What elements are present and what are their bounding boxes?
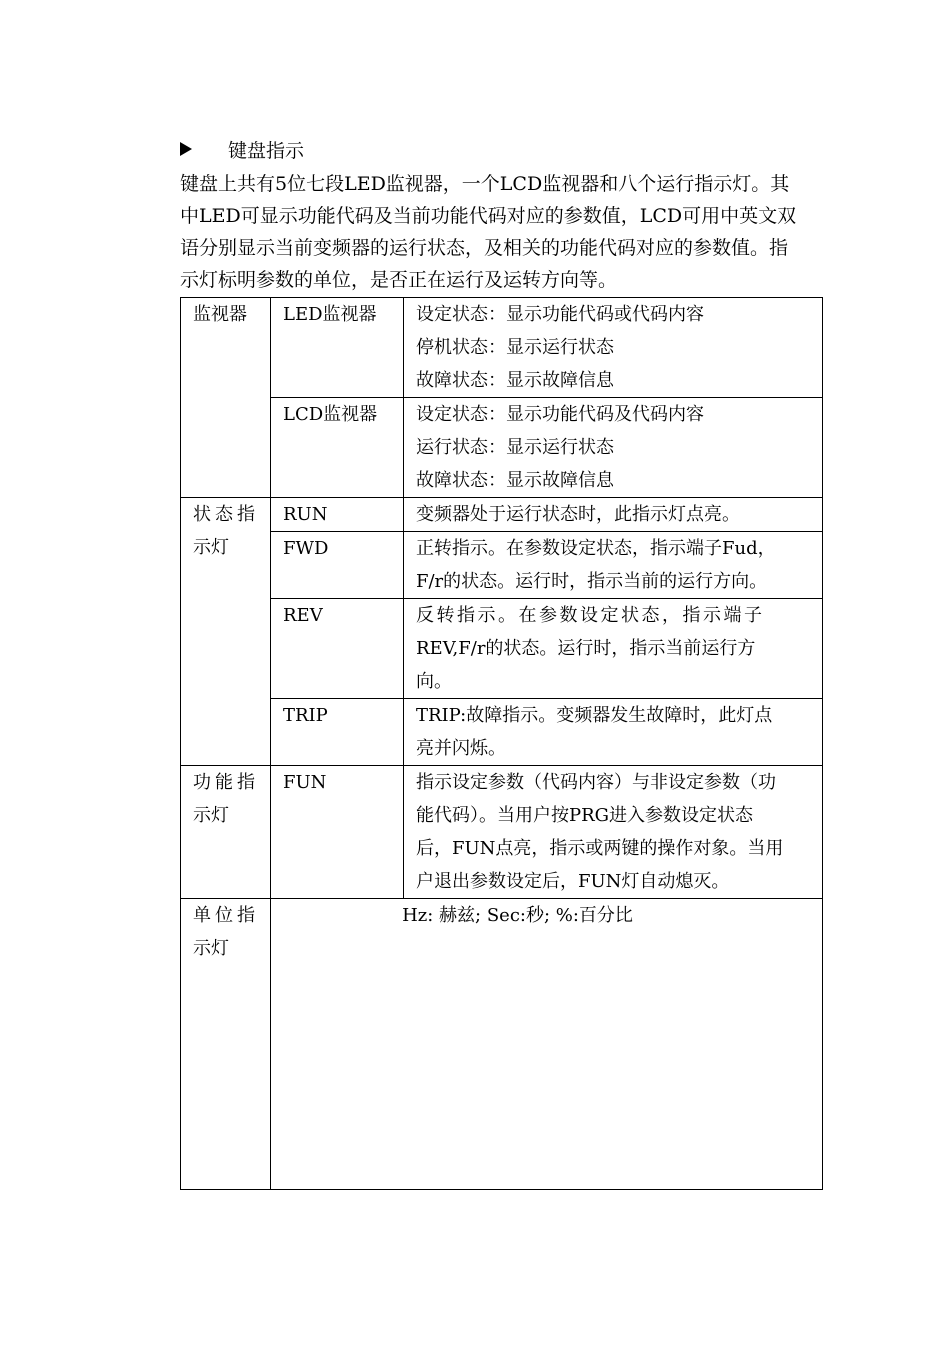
desc-cell-led xyxy=(404,298,823,398)
item-name: LCD监视器 xyxy=(283,404,378,425)
category-label: 功能指 xyxy=(193,772,259,793)
table-row xyxy=(181,398,823,498)
section-heading xyxy=(180,136,304,162)
intro-line: 中LED可显示功能代码及当前功能代码对应的参数值，LCD可用中英文双 xyxy=(180,205,797,227)
category-cell-monitor xyxy=(181,298,271,498)
desc-line: 设定状态：显示功能代码及代码内容 xyxy=(416,404,704,425)
desc-line: 运行状态：显示运行状态 xyxy=(416,437,614,458)
category-cell-unit xyxy=(181,899,271,1190)
desc-line: 停机状态：显示运行状态 xyxy=(416,337,614,358)
desc-cell-fwd xyxy=(404,532,823,599)
category-label: 示灯 xyxy=(193,805,229,826)
desc-line: 反转指示。在参数设定状态，指示端子 xyxy=(416,605,765,626)
item-cell-trip xyxy=(271,699,404,766)
category-label: 单位指 xyxy=(193,905,259,926)
desc-line: 变频器处于运行状态时，此指示灯点亮。 xyxy=(416,504,740,525)
table-row xyxy=(181,532,823,599)
desc-cell-trip xyxy=(404,699,823,766)
table-row xyxy=(181,899,823,1190)
category-label: 状态指 xyxy=(193,504,259,525)
item-cell-rev xyxy=(271,599,404,699)
intro-line: 语分别显示当前变频器的运行状态，及相关的功能代码对应的参数值。指 xyxy=(180,237,789,259)
desc-line: 指示设定参数（代码内容）与非设定参数（功 xyxy=(416,772,776,793)
category-label: 示灯 xyxy=(193,938,229,959)
desc-line: 设定状态：显示功能代码或代码内容 xyxy=(416,304,704,325)
desc-line: 亮并闪烁。 xyxy=(416,738,506,759)
desc-line: 正转指示。在参数设定状态，指示端子Fud， xyxy=(416,538,776,559)
item-name: TRIP xyxy=(283,705,328,726)
table-row xyxy=(181,298,823,398)
category-cell-status xyxy=(181,498,271,766)
item-cell-led xyxy=(271,298,404,398)
desc-line: 故障状态：显示故障信息 xyxy=(416,470,614,491)
desc-cell-run xyxy=(404,498,823,532)
item-name: FWD xyxy=(283,538,329,559)
keyboard-indicator-table xyxy=(180,297,823,1190)
table-row xyxy=(181,766,823,899)
desc-cell-lcd xyxy=(404,398,823,498)
item-cell-run xyxy=(271,498,404,532)
intro-paragraph xyxy=(180,168,822,296)
table-row xyxy=(181,599,823,699)
desc-cell-rev xyxy=(404,599,823,699)
section-title: 键盘指示 xyxy=(228,139,305,162)
item-name: RUN xyxy=(283,504,328,525)
unit-desc-cell xyxy=(271,899,823,1190)
item-name: REV xyxy=(283,605,323,626)
category-label: 监视器 xyxy=(193,304,247,325)
category-label: 示灯 xyxy=(193,537,229,558)
unit-desc: Hz: 赫兹; Sec:秒; %:百分比 xyxy=(402,905,633,926)
item-name: FUN xyxy=(283,772,327,793)
item-cell-fun xyxy=(271,766,404,899)
item-cell-fwd xyxy=(271,532,404,599)
item-name: LED监视器 xyxy=(283,304,377,325)
desc-line: 故障状态：显示故障信息 xyxy=(416,370,614,391)
intro-line: 示灯标明参数的单位，是否正在运行及运转方向等。 xyxy=(180,269,618,291)
desc-line: 户退出参数设定后，FUN灯自动熄灭。 xyxy=(416,871,730,892)
desc-line: REV,F/r的状态。运行时，指示当前运行方 xyxy=(416,638,756,659)
bullet-arrow-icon xyxy=(180,142,192,156)
desc-line: 后，FUN点亮，指示或两键的操作对象。当用 xyxy=(416,838,784,859)
desc-line: 向。 xyxy=(416,671,452,692)
intro-line: 键盘上共有5位七段LED监视器，一个LCD监视器和八个运行指示灯。其 xyxy=(180,173,790,195)
desc-cell-fun xyxy=(404,766,823,899)
desc-line: 能代码）。当用户按PRG进入参数设定状态 xyxy=(416,805,754,826)
item-cell-lcd xyxy=(271,398,404,498)
desc-line: TRIP:故障指示。变频器发生故障时，此灯点 xyxy=(416,705,773,726)
table-row xyxy=(181,498,823,532)
category-cell-function xyxy=(181,766,271,899)
desc-line: F/r的状态。运行时，指示当前的运行方向。 xyxy=(416,571,768,592)
table-row xyxy=(181,699,823,766)
